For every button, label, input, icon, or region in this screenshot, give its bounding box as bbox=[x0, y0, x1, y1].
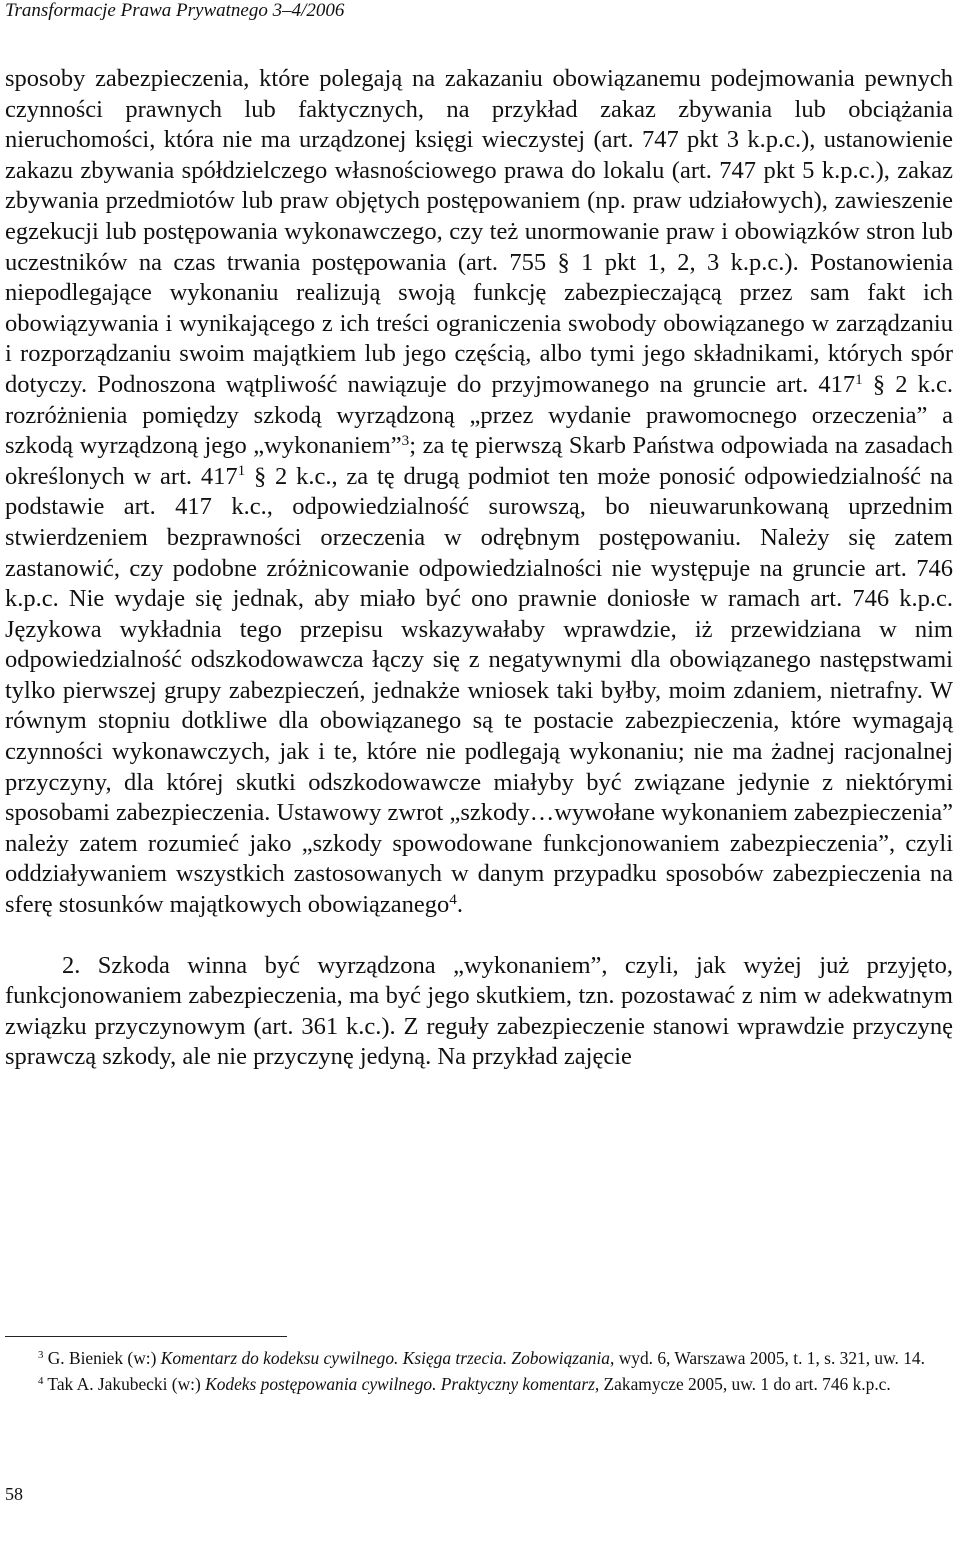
body-text bbox=[5, 64, 953, 1073]
paragraph-1-part-b: § 2 k.c. rozróżnienia pomiędzy szkodą wyrządzoną „przez wydanie prawomocnego orzeczenia” a szkodą wyrządzoną jego „wykonaniem” bbox=[5, 370, 953, 460]
footnote-3-title: Komentarz do kodeksu cywilnego. Księga trzecia. Zobowiązania bbox=[160, 1348, 610, 1368]
superscript-1b: 1 bbox=[237, 462, 246, 480]
footnote-mark-4: 4 bbox=[38, 1374, 44, 1387]
footnote-4 bbox=[5, 1372, 955, 1398]
page-number: 58 bbox=[5, 1484, 23, 1504]
running-head: Transformacje Prawa Prywatnego 3–4/2006 bbox=[5, 0, 345, 21]
footnotes bbox=[5, 1346, 955, 1397]
paragraph-2: 2. Szkoda winna być wyrządzona „wykonaniem”, czyli, jak wyżej już przyjęto, funkcjonowaniem zabezpieczenia, ma być jego skutkiem, tzn. pozostawać z nim w adekwatnym związku przyczynowym (art. 361 k.c.). Z reguły zabezpieczenie stanowi wprawdzie przyczynę sprawczą szkody, ale nie przyczynę jedyną. Na przykład zajęcie bbox=[5, 951, 953, 1071]
paragraph-1-part-c: ; za tę pierwszą Skarb Państwa odpowiada na zasadach określonych w art. 417 bbox=[5, 432, 953, 490]
footnote-4-post: , Zakamycze 2005, uw. 1 do art. 746 k.p.c. bbox=[594, 1373, 891, 1394]
footnote-3-pre: G. Bieniek (w:) bbox=[43, 1348, 161, 1368]
footnote-4-title: Kodeks postępowania cywilnego. Praktyczny komentarz bbox=[205, 1373, 595, 1394]
paragraph-1 bbox=[5, 64, 953, 921]
footnote-ref-4[interactable]: 4 bbox=[449, 890, 457, 908]
footnote-3 bbox=[5, 1346, 955, 1372]
paragraph-1-part-d: § 2 k.c., za tę drugą podmiot ten może ponosić odpowiedzialność na podstawie art. 417 k.c., odpowiedzialność surowszą, bo nieuwarunkowaną uprzednim stwierdzeniem bezprawności orzeczenia w odrębnym postępowaniu. Należy się zatem zastanowić, czy podobne zróżnicowanie odpowiedzialności nie występuje na gruncie art. 746 k.p.c. Nie wydaje się jednak, aby miało być ono prawnie doniosłe w ramach art. 746 k.p.c. Językowa wykładnia tego przepisu wskazywałaby wprawdzie, iż przewidziana w nim odpowiedzialność odszkodowawcza łączy się z negatywnymi dla obowiązanego następstwami tylko pierwszej grupy zabezpieczeń, jednakże wniosek taki byłby, moim zdaniem, nietrafny. W równym stopniu dotkliwe dla obowiązanego są te postacie zabezpieczenia, które wymagają czynności wykonawczych, jak i te, które nie podlegają wykonaniu; nie ma żadnej racjonalnej przyczyny, dla której skutki odszkodowawcze miałyby być związane jedynie z niektórymi sposobami zabezpieczenia. Ustawowy zwrot „szkody…wywołane wykonaniem zabezpieczenia” należy zatem rozumieć jako „szkody spowodowane funkcjonowaniem zabezpieczenia”, czyli oddziaływaniem wszystkich zastosowanych w danym przypadku sposobów zabezpieczenia na sferę stosunków majątkowych obowiązanego bbox=[5, 462, 953, 919]
paragraph-1-part-e: . bbox=[456, 891, 463, 919]
footnote-divider bbox=[5, 1336, 287, 1337]
superscript-1: 1 bbox=[855, 370, 863, 388]
footnote-4-pre: Tak A. Jakubecki (w:) bbox=[43, 1373, 206, 1394]
footnote-ref-3[interactable]: 3 bbox=[401, 431, 410, 449]
paragraph-1-part-a: sposoby zabezpieczenia, które polegają na zakazaniu obowiązanemu podejmowania pewnych czynności prawnych lub faktycznych, na przykład zakaz zbywania lub obciążania nieruchomości, która nie ma urządzonej księgi wieczystej (art. 747 pkt 3 k.p.c.), ustanowienie zakazu zbywania spółdzielczego własnościowego prawa do lokalu (art. 747 pkt 5 k.p.c.), zakaz zbywania przedmiotów lub praw objętych postępowaniem (np. praw udziałowych), zawieszenie egzekucji lub postępowania wykonawczego, czy też unormowanie praw i obowiązków stron lub uczestników na czas trwania postępowania (art. 755 § 1 pkt 1, 2, 3 k.p.c.). Postanowienia niepodlegające wykonaniu realizują swoją funkcję zabezpieczającą przez sam fakt ich obowiązywania i wynikającego z ich treści ograniczenia swobody obowiązanego w zarządzaniu i rozporządzaniu swoim majątkiem lub jego częścią, albo tymi jego składnikami, których spór dotyczy. Podnoszona wątpliwość nawiązuje do przyjmowanego na gruncie art. 417 bbox=[5, 65, 953, 398]
footnote-3-post: , wyd. 6, Warszawa 2005, t. 1, s. 321, uw. 14. bbox=[610, 1348, 925, 1368]
footnote-mark-3: 3 bbox=[38, 1349, 44, 1362]
